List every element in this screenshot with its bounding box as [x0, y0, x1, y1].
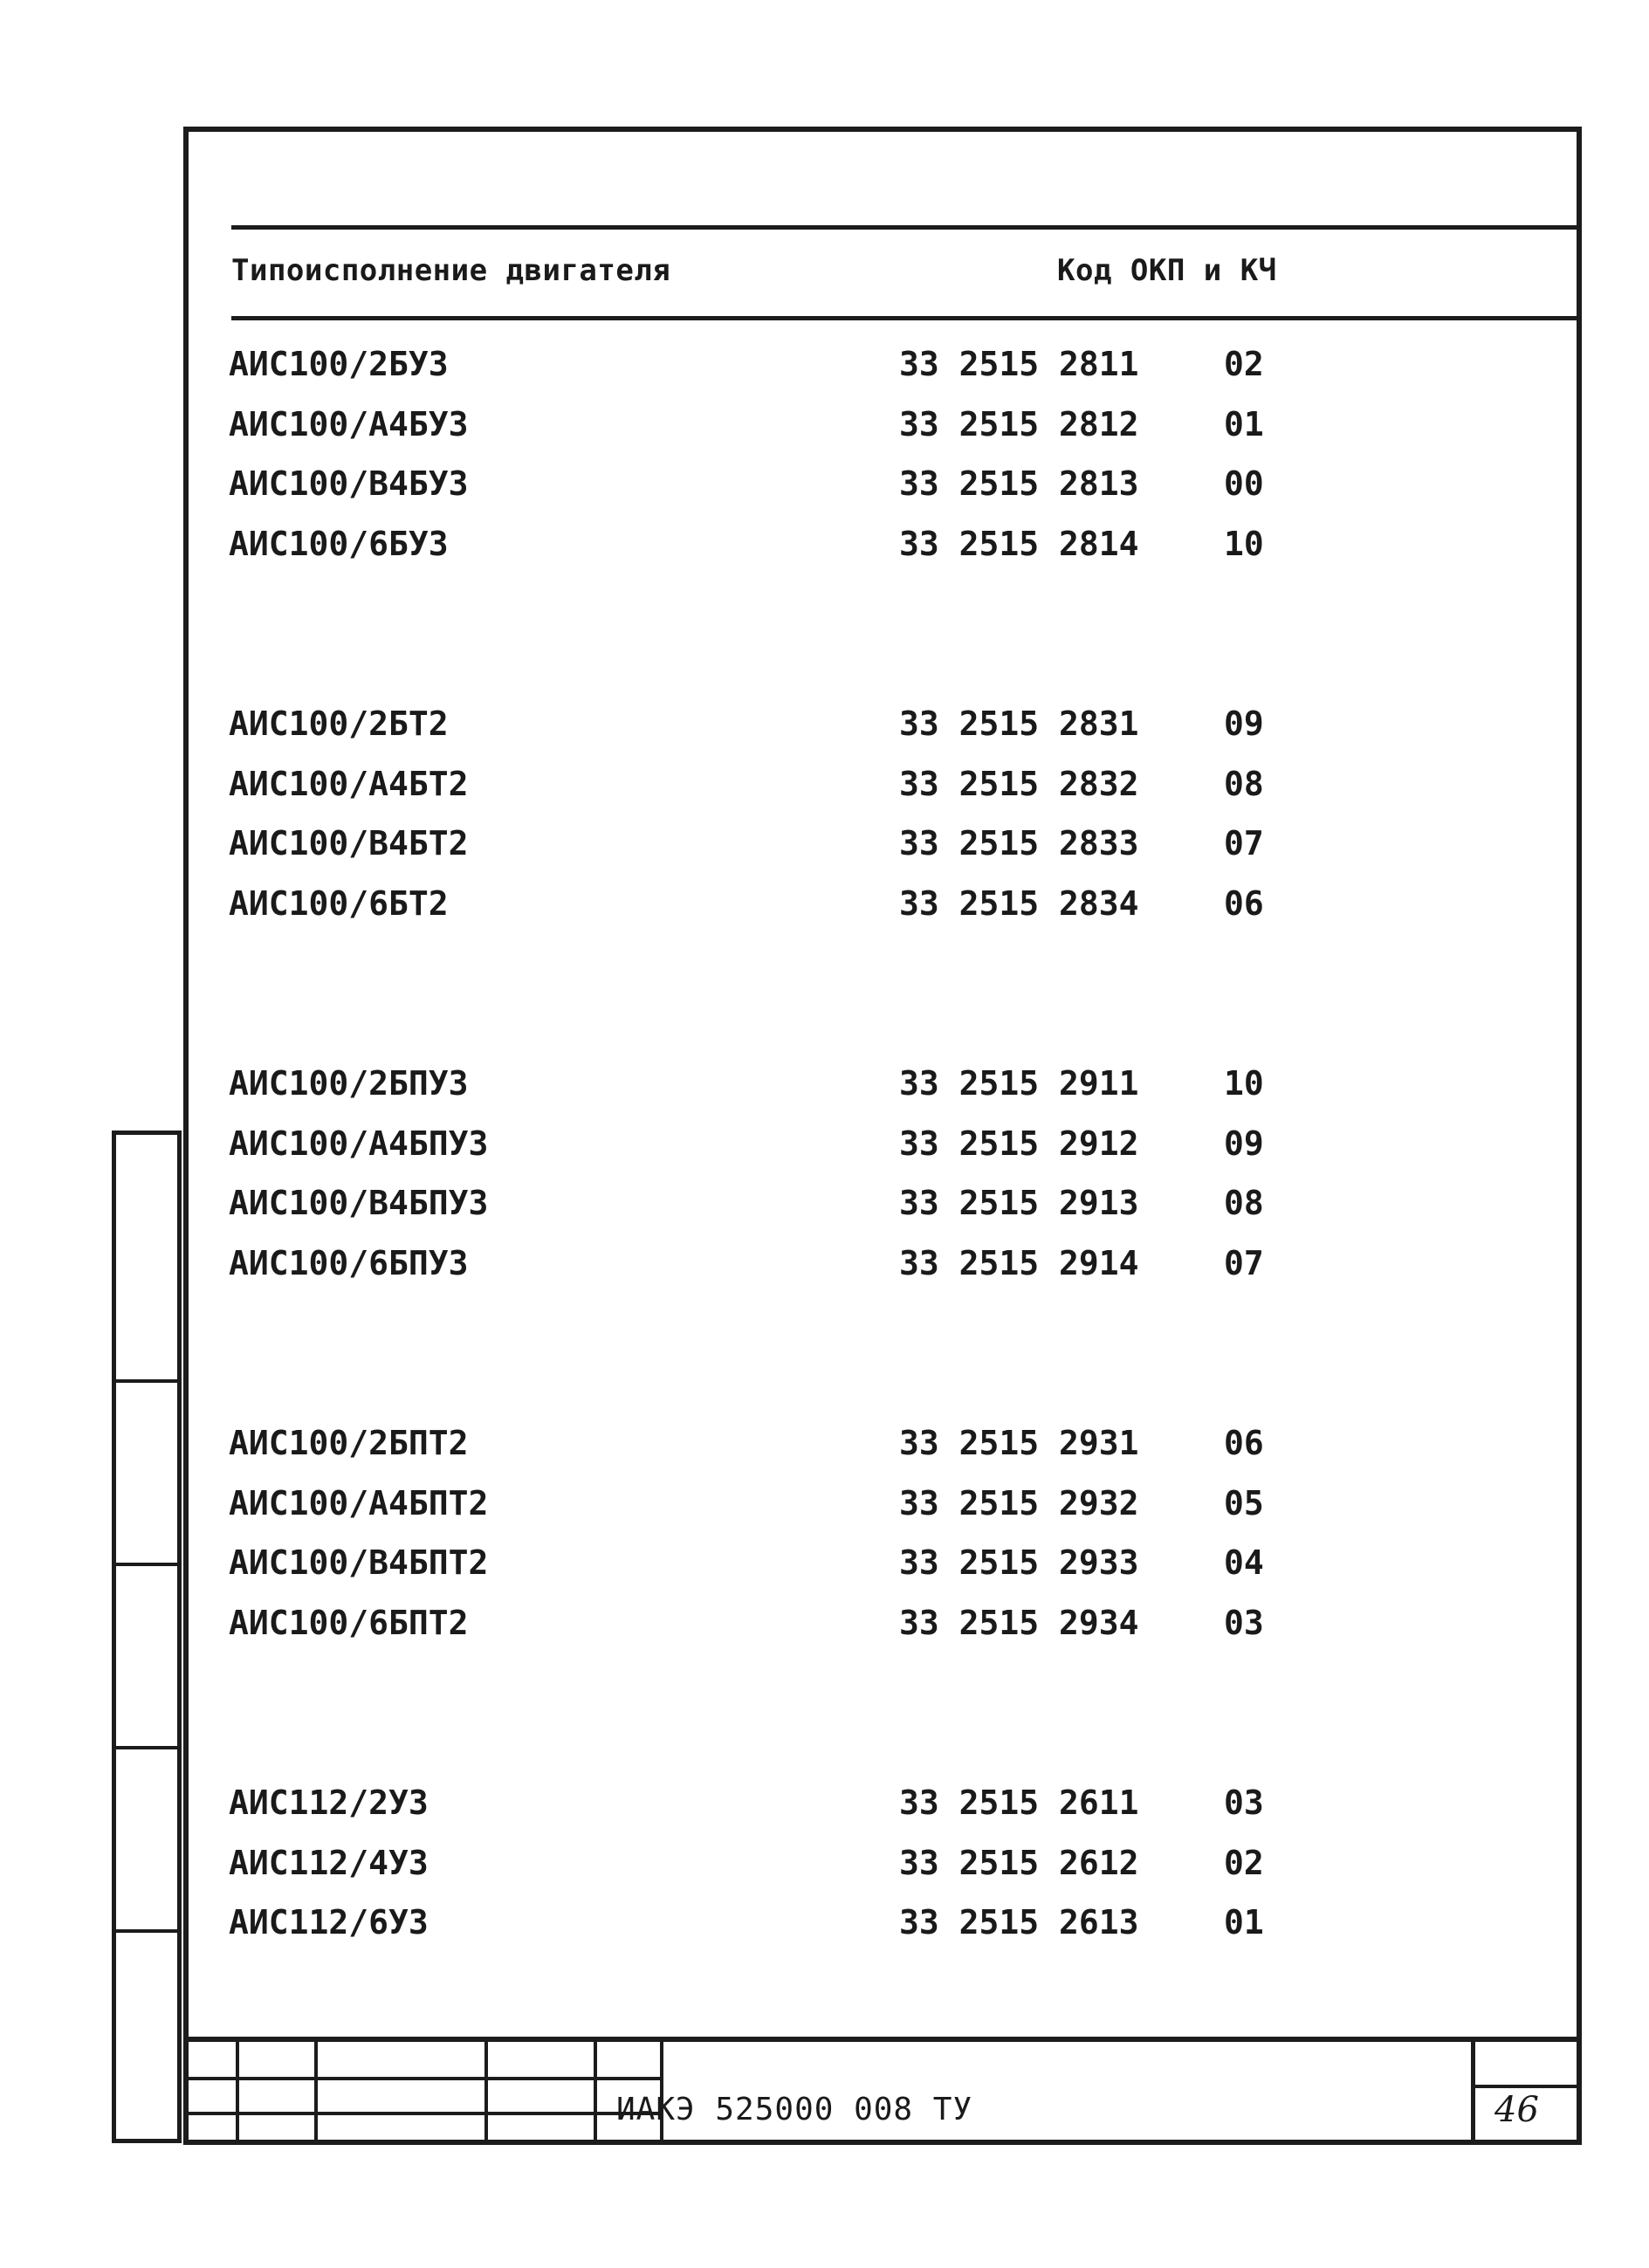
stamp-divider [116, 1746, 177, 1749]
table-row [229, 1783, 1364, 1844]
table-row [229, 824, 1364, 884]
table-row [229, 1184, 1364, 1244]
motor-type: АИС112/6УЗ [229, 1903, 429, 1942]
okp-code: 33 2515 2934 [899, 1603, 1139, 1642]
check-number: 10 [1224, 1064, 1264, 1103]
motor-type: АИС112/4УЗ [229, 1843, 429, 1882]
okp-code: 33 2515 2814 [899, 524, 1139, 563]
okp-code: 33 2515 2833 [899, 824, 1139, 863]
grid-line [183, 2077, 663, 2080]
motor-type: АИС100/6БПТ2 [229, 1603, 469, 1642]
motor-type: АИС112/2УЗ [229, 1783, 429, 1822]
check-number: 04 [1224, 1543, 1264, 1582]
okp-code: 33 2515 2912 [899, 1124, 1139, 1163]
table-row [229, 1604, 1364, 1664]
motor-type: АИС100/В4БТ2 [229, 824, 469, 863]
motor-type: АИС100/6БПУЗ [229, 1243, 469, 1282]
okp-code: 33 2515 2613 [899, 1903, 1139, 1942]
okp-code: 33 2515 2811 [899, 345, 1139, 383]
table-row [229, 345, 1364, 405]
table-row [229, 1244, 1364, 1304]
motor-type: АИС100/А4БТ2 [229, 764, 469, 803]
table-row [229, 405, 1364, 465]
document-code: ИАКЭ 525000 008 ТУ [616, 2092, 973, 2127]
motor-type: АИС100/А4БПТ2 [229, 1483, 489, 1522]
okp-code: 33 2515 2832 [899, 764, 1139, 803]
motor-table [229, 345, 1364, 2084]
check-number: 01 [1224, 404, 1264, 443]
check-number: 07 [1224, 824, 1264, 863]
check-number: 03 [1224, 1603, 1264, 1642]
top-rule [231, 225, 1582, 230]
table-row [229, 765, 1364, 825]
table-row [229, 1124, 1364, 1185]
column-header-type: Типоисполнение двигателя [231, 253, 671, 288]
check-number: 09 [1224, 1124, 1264, 1163]
stamp-divider [116, 1379, 177, 1383]
motor-type: АИС100/А4БПУЗ [229, 1124, 489, 1163]
grid-line [314, 2042, 318, 2145]
table-row [229, 525, 1364, 585]
motor-type: АИС100/В4БПТ2 [229, 1543, 489, 1582]
check-number: 10 [1224, 524, 1264, 563]
check-number: 07 [1224, 1243, 1264, 1282]
grid-line [594, 2042, 597, 2145]
okp-code: 33 2515 2612 [899, 1843, 1139, 1882]
row-group [229, 704, 1364, 944]
motor-type: АИС100/6БУЗ [229, 524, 449, 563]
row-group [229, 345, 1364, 584]
table-row [229, 1543, 1364, 1604]
okp-code: 33 2515 2931 [899, 1424, 1139, 1462]
row-group [229, 1064, 1364, 1303]
check-number: 00 [1224, 464, 1264, 503]
table-header [231, 253, 1562, 306]
okp-code: 33 2515 2834 [899, 883, 1139, 923]
okp-code: 33 2515 2932 [899, 1483, 1139, 1522]
okp-code: 33 2515 2813 [899, 464, 1139, 503]
okp-code: 33 2515 2611 [899, 1783, 1139, 1822]
table-row [229, 1484, 1364, 1544]
okp-code: 33 2515 2911 [899, 1064, 1139, 1103]
okp-code: 33 2515 2933 [899, 1543, 1139, 1582]
check-number: 01 [1224, 1903, 1264, 1942]
motor-type: АИС100/В4БПУЗ [229, 1184, 489, 1222]
header-rule [231, 316, 1582, 320]
table-row [229, 1064, 1364, 1124]
motor-type: АИС100/В4БУЗ [229, 464, 469, 503]
motor-type: АИС100/2БПТ2 [229, 1424, 469, 1462]
column-header-code: Код ОКП и КЧ [1057, 253, 1277, 288]
grid-line [236, 2042, 239, 2145]
check-number: 09 [1224, 704, 1264, 743]
table-row [229, 1903, 1364, 1963]
row-group [229, 1424, 1364, 1663]
check-number: 06 [1224, 883, 1264, 923]
motor-type: АИС100/2БПУЗ [229, 1064, 469, 1103]
check-number: 02 [1224, 1843, 1264, 1882]
check-number: 08 [1224, 764, 1264, 803]
table-row [229, 1844, 1364, 1904]
motor-type: АИС100/2БУЗ [229, 345, 449, 383]
okp-code: 33 2515 2831 [899, 704, 1139, 743]
check-number: 08 [1224, 1184, 1264, 1222]
motor-type: АИС100/6БТ2 [229, 883, 449, 923]
sheet-number: 46 [1494, 2090, 1539, 2130]
grid-line [183, 2112, 663, 2115]
check-number: 06 [1224, 1424, 1264, 1462]
grid-line [484, 2042, 488, 2145]
check-number: 05 [1224, 1483, 1264, 1522]
sheet-divider [1471, 2085, 1582, 2088]
table-row [229, 884, 1364, 945]
table-row [229, 704, 1364, 765]
stamp-divider [116, 1929, 177, 1933]
motor-type: АИС100/А4БУЗ [229, 404, 469, 443]
motor-type: АИС100/2БТ2 [229, 704, 449, 743]
revision-grid [183, 2042, 663, 2145]
row-group [229, 1783, 1364, 1963]
stamp-divider [116, 1563, 177, 1566]
table-row [229, 464, 1364, 525]
left-stamp-column [112, 1131, 182, 2143]
check-number: 02 [1224, 345, 1264, 383]
title-block [183, 2037, 1582, 2145]
table-row [229, 1424, 1364, 1484]
okp-code: 33 2515 2812 [899, 404, 1139, 443]
okp-code: 33 2515 2913 [899, 1184, 1139, 1222]
check-number: 03 [1224, 1783, 1264, 1822]
okp-code: 33 2515 2914 [899, 1243, 1139, 1282]
